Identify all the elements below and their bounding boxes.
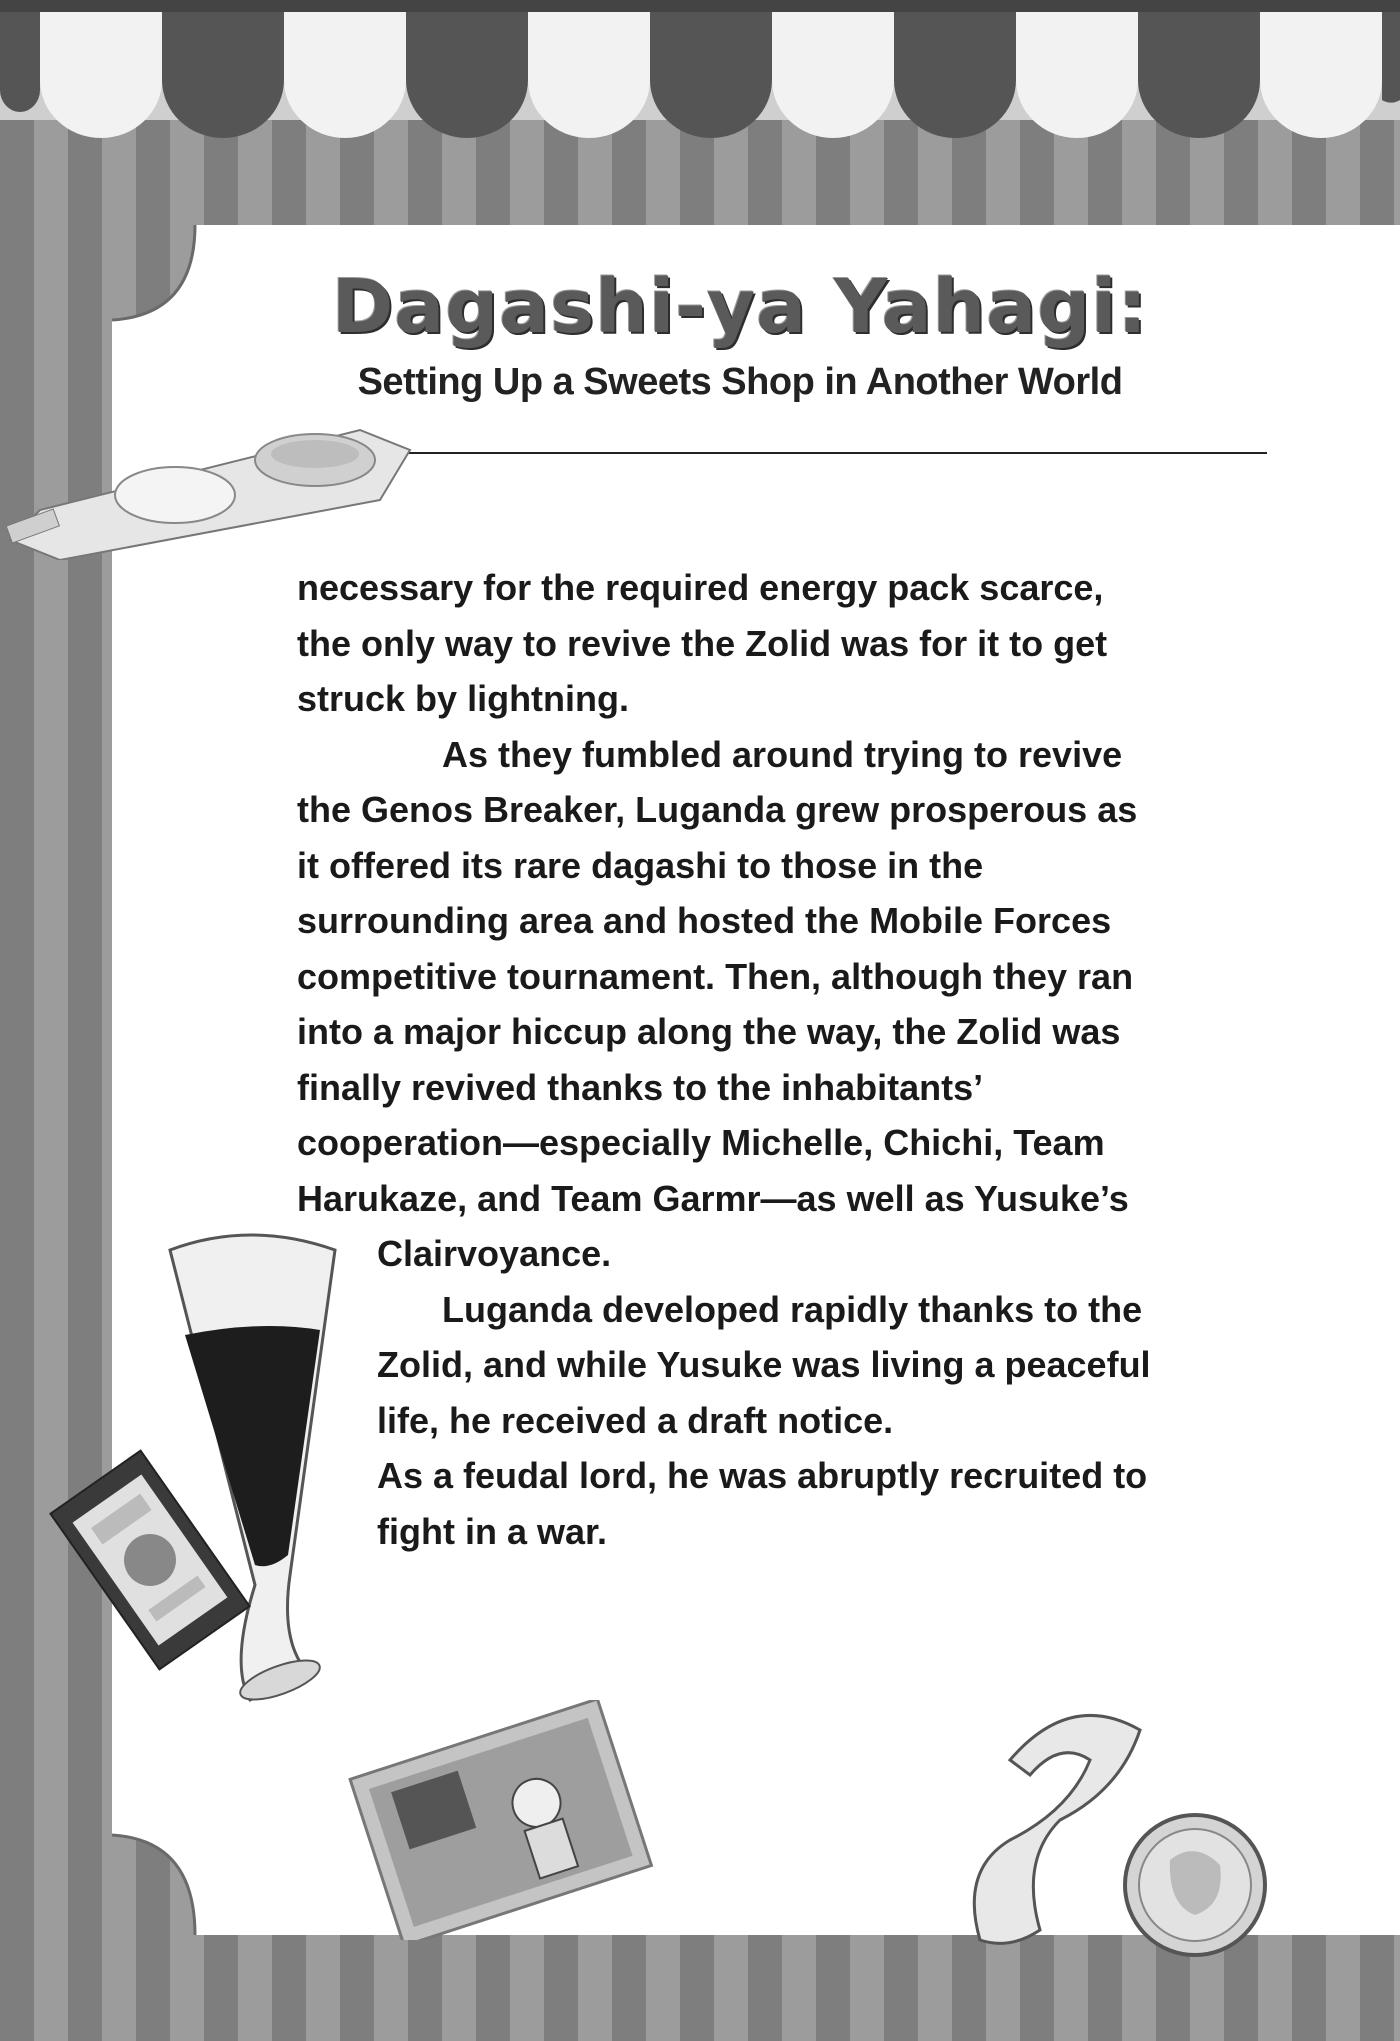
text-line: struck by lightning. — [297, 678, 630, 719]
medal-ribbon-illustration — [940, 1700, 1280, 2000]
text-line: into a major hiccup along the way, the Zolid was — [297, 1011, 1121, 1052]
text-line: Zolid, and while Yusuke was living a peaceful — [377, 1344, 1151, 1385]
title-block — [300, 262, 1180, 408]
body-text — [297, 560, 1257, 1559]
snack-packet-illustration — [40, 1445, 260, 1675]
text-line: surrounding area and hosted the Mobile Forces — [297, 900, 1112, 941]
card-pack-illustration — [345, 1700, 655, 1940]
text-line: life, he received a draft notice. — [377, 1399, 894, 1441]
title-underline — [395, 452, 1267, 454]
text-line: competitive tournament. Then, although they ran — [297, 955, 1134, 997]
text-line: cooperation—especially Michelle, Chichi, Team — [297, 1122, 1105, 1163]
text-line: the only way to revive the Zolid was for it to get — [297, 622, 1108, 664]
text-line: As a feudal lord, he was abruptly recruited to — [377, 1455, 1148, 1496]
book-title: Dagashi-ya Yahagi: — [331, 264, 1149, 350]
text-line: it offered its rare dagashi to those in the — [297, 844, 984, 886]
text-line: Harukaze, and Team Garmr—as well as Yusuke’s — [297, 1177, 1129, 1219]
book-subtitle: Setting Up a Sweets Shop in Another World — [357, 361, 1123, 403]
text-line: fight in a war. — [377, 1510, 608, 1552]
snack-tray-illustration — [0, 390, 420, 560]
text-line: As they fumbled around trying to revive — [442, 733, 1123, 775]
text-line: Luganda developed rapidly thanks to the — [442, 1288, 1143, 1330]
text-line: the Genos Breaker, Luganda grew prosperous as — [297, 789, 1138, 830]
text-line: finally revived thanks to the inhabitants’ — [297, 1066, 984, 1108]
text-line: Clairvoyance. — [377, 1233, 612, 1274]
text-line: necessary for the required energy pack scarce, — [297, 567, 1104, 608]
